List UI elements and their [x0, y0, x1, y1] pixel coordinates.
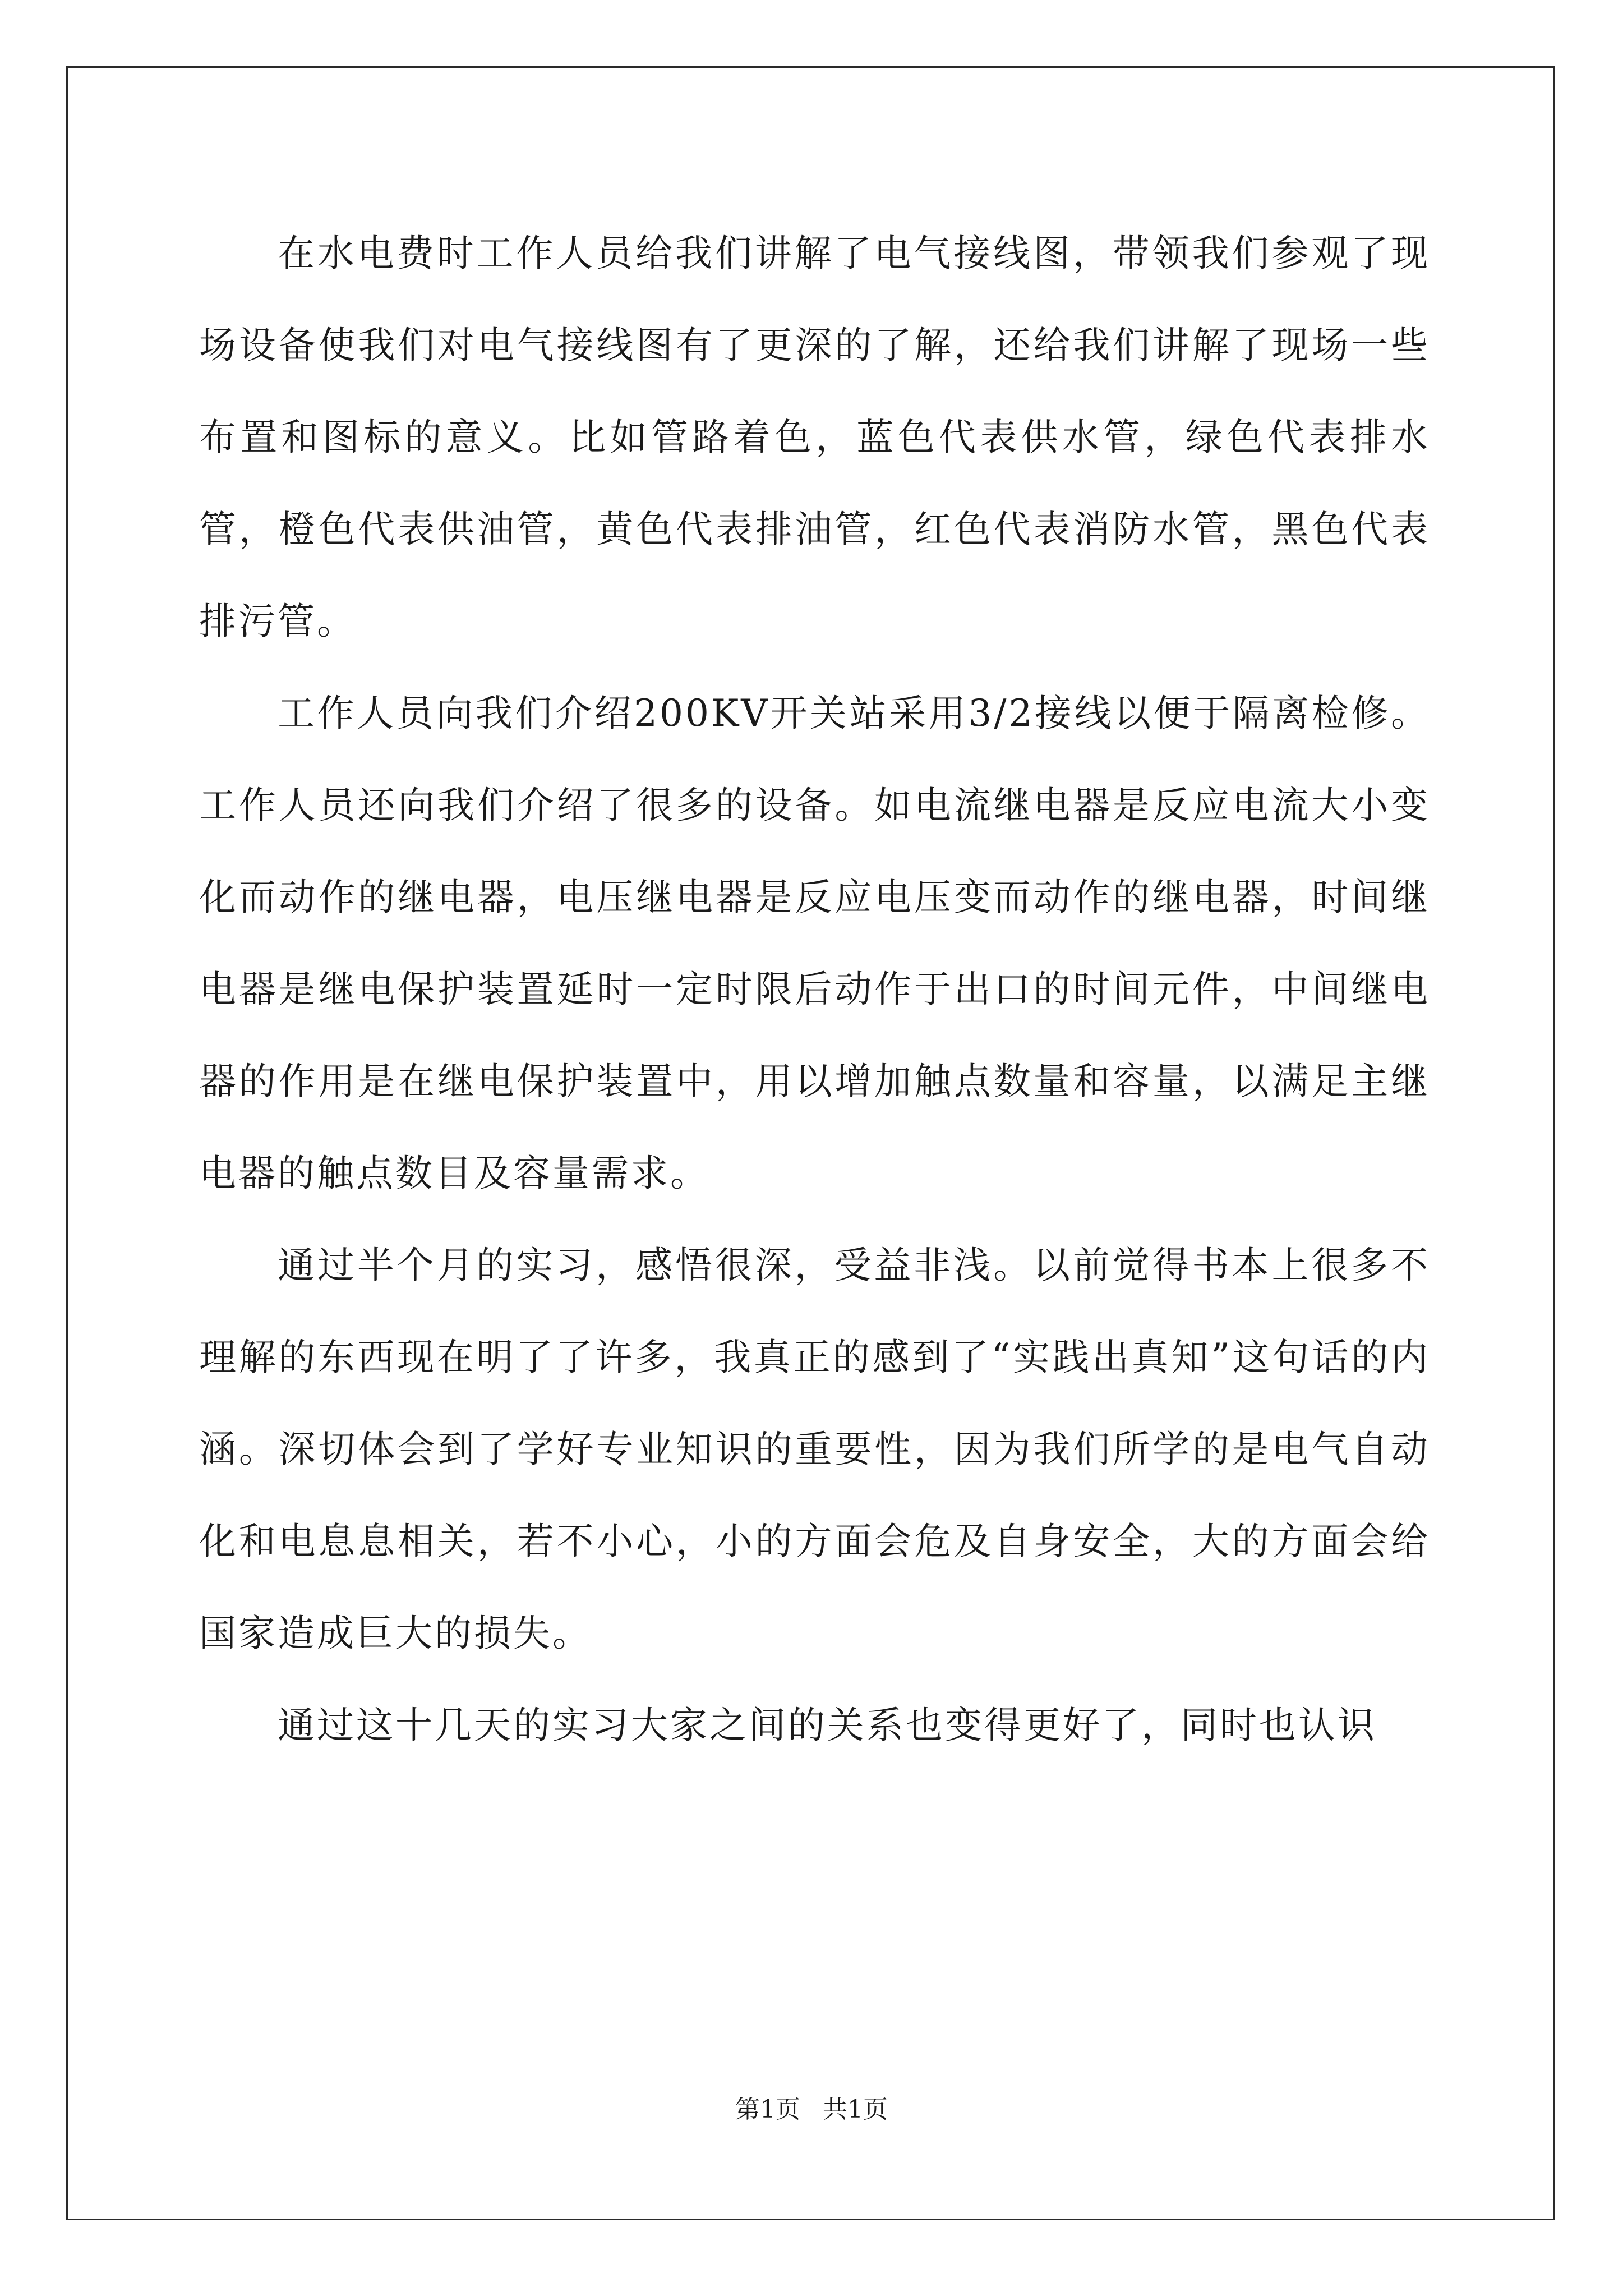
paragraph-2: 工作人员向我们介绍200KV开关站采用3/2接线以便于隔离检修。工作人员还向我们介绍了很多的设备。如电流继电器是反应电流大小变化而动作的继电器，电压继电器是反应电压变而动作的继电器，时间继电器是继电保护装置延时一定时限后动作于出口的时间元件，中间继电器的作用是在继电保护装置中，用以增加触点数量和容量，以满足主继电器的触点数目及容量需求。	[199, 692, 1430, 1195]
page-number-current: 第1页	[735, 2095, 800, 2124]
paragraph-3: 通过半个月的实习，感悟很深，受益非浅。以前觉得书本上很多不理解的东西现在明了了许多，我真正的感到了“实践出真知”这句话的内涵。深切体会到了学好专业知识的重要性，因为我们所学的是电气自动化和电息息相关，若不小心，小的方面会危及自身安全，大的方面会给国家造成巨大的损失。	[199, 1244, 1430, 1655]
document-body	[199, 208, 1430, 1772]
paragraph-1: 在水电费时工作人员给我们讲解了电气接线图，带领我们参观了现场设备使我们对电气接线图有了更深的了解，还给我们讲解了现场一些布置和图标的意义。比如管路着色，蓝色代表供水管，绿色代表排水管，橙色代表供油管，黄色代表排油管，红色代表消防水管，黑色代表排污管。	[199, 232, 1430, 643]
paragraph-4: 通过这十几天的实习大家之间的关系也变得更好了，同时也认识	[278, 1704, 1377, 1747]
page-footer	[0, 2089, 1623, 2125]
page-number-total: 共1页	[823, 2095, 888, 2124]
